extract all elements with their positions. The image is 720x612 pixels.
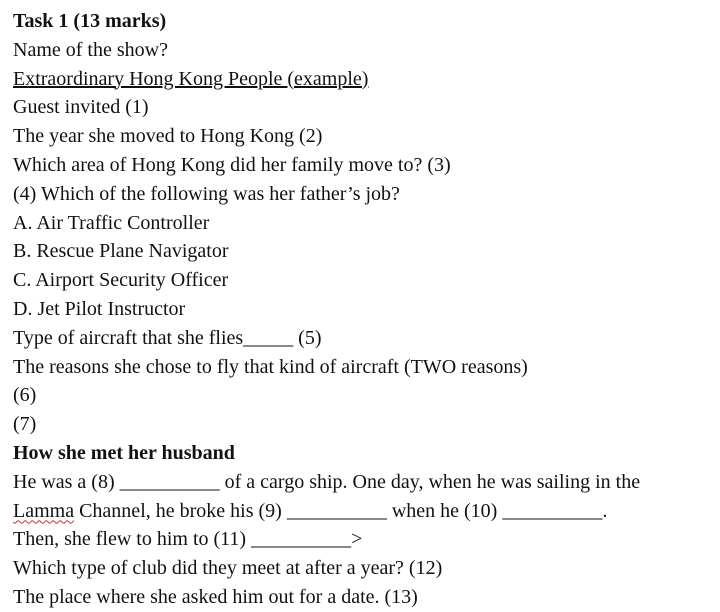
question-father-job: (4) Which of the following was her father’s job?	[13, 182, 400, 205]
husband-line-2	[13, 497, 720, 526]
question-date-place: The place where she asked him out for a date. (13)	[13, 585, 418, 608]
husband-line-1: He was a (8) __________ of a cargo ship. One day, when he was sailing in the	[13, 470, 641, 493]
question-aircraft-type: Type of aircraft that she flies_____ (5)	[13, 326, 322, 349]
question-reasons: The reasons she chose to fly that kind of aircraft (TWO reasons)	[13, 355, 528, 378]
option-b: B. Rescue Plane Navigator	[13, 240, 229, 263]
task-title: Task 1 (13 marks)	[13, 10, 167, 32]
option-c: C. Airport Security Officer	[13, 269, 229, 292]
example-answer: Extraordinary Hong Kong People (example)	[13, 67, 369, 90]
husband-line-2-rest: Channel, he broke his (9) __________ when he (10) __________.	[74, 499, 608, 522]
answer-slot-6: (6)	[13, 384, 37, 407]
question-area: Which area of Hong Kong did her family move to? (3)	[13, 153, 451, 176]
question-show-name: Name of the show?	[13, 38, 168, 61]
question-guest: Guest invited (1)	[13, 96, 149, 119]
option-a: A. Air Traffic Controller	[13, 211, 210, 234]
husband-line-3: Then, she flew to him to (11) __________>	[13, 528, 363, 551]
question-club: Which type of club did they meet at after a year? (12)	[13, 557, 443, 580]
question-year-moved: The year she moved to Hong Kong (2)	[13, 125, 323, 148]
option-d: D. Jet Pilot Instructor	[13, 297, 186, 320]
answer-slot-7: (7)	[13, 413, 37, 436]
spellcheck-word: Lamma	[13, 499, 75, 522]
section-heading-husband: How she met her husband	[13, 441, 235, 464]
